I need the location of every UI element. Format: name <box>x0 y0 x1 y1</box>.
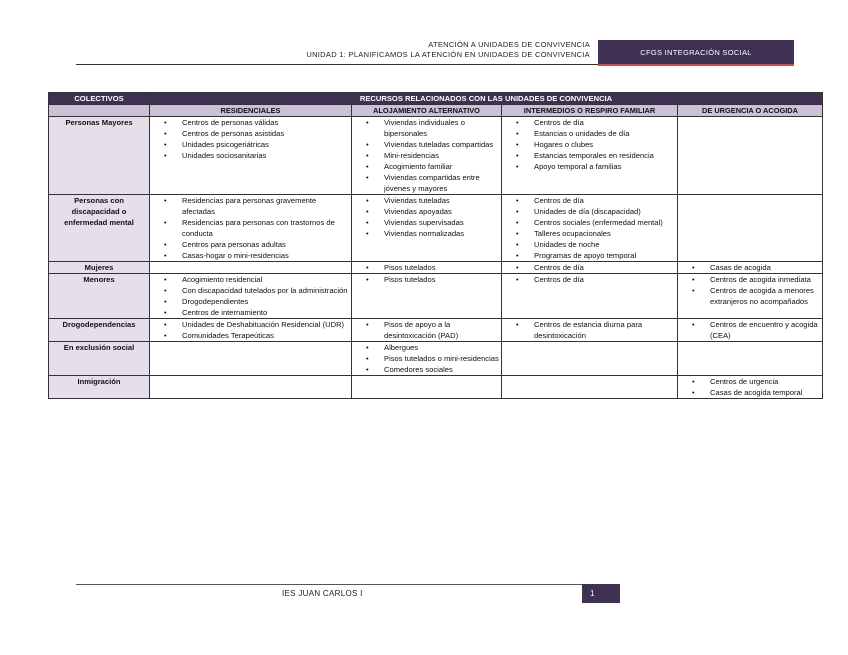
list-item: • Centros de personas asistidas <box>182 128 349 139</box>
table-cell <box>352 274 502 319</box>
table-header-row <box>49 93 823 105</box>
list-item: • Centros de día <box>534 117 675 128</box>
resource-list <box>504 195 675 261</box>
resource-list <box>354 262 499 273</box>
table-cell <box>678 319 823 342</box>
table-cell <box>352 117 502 195</box>
list-item: • Centros de personas válidas <box>182 117 349 128</box>
list-item: • Comedores sociales <box>384 364 499 375</box>
subheader-residenciales: RESIDENCIALES <box>150 105 352 117</box>
list-item: • Centros de estancia diurna para desintoxicación <box>534 319 675 341</box>
list-item: • Unidades de Deshabituación Residencial (UDR) <box>182 319 349 330</box>
list-item: • Pisos tutelados o mini-residencias <box>384 353 499 364</box>
list-item: • Drogodependientes <box>182 296 349 307</box>
row-label: Menores <box>49 274 150 319</box>
document-header-titles <box>306 40 590 60</box>
table-row <box>49 319 823 342</box>
row-label: En exclusión social <box>49 342 150 376</box>
list-item: • Centros de día <box>534 195 675 206</box>
list-item: • Con discapacidad tutelados por la administración <box>182 285 349 296</box>
table-cell <box>502 274 678 319</box>
table-cell <box>678 195 823 262</box>
footer-divider <box>76 584 582 585</box>
resource-list <box>152 117 349 161</box>
header-line-2: UNIDAD 1: PLANIFICAMOS LA ATENCIÓN EN UNIDADES DE CONVIVENCIA <box>306 50 590 59</box>
subheader-blank <box>49 105 150 117</box>
list-item: • Estancias o unidades de día <box>534 128 675 139</box>
table-cell <box>678 274 823 319</box>
table-cell <box>150 376 352 399</box>
row-label: Personas con discapacidad o enfermedad mental <box>49 195 150 262</box>
resource-list <box>504 117 675 172</box>
resource-list <box>680 319 820 341</box>
row-label: Drogodependencias <box>49 319 150 342</box>
table-cell <box>150 117 352 195</box>
resource-list <box>504 262 675 273</box>
resource-list <box>354 342 499 375</box>
table-cell <box>678 342 823 376</box>
resource-list <box>504 274 675 285</box>
resources-table <box>48 92 823 399</box>
resource-list <box>152 274 349 318</box>
table-cell <box>352 262 502 274</box>
resource-list <box>152 195 349 261</box>
list-item: • Centros de acogida inmediata <box>710 274 820 285</box>
list-item: • Pisos tutelados <box>384 262 499 273</box>
list-item: • Pisos de apoyo a la desintoxicación (PAD) <box>384 319 499 341</box>
list-item: • Centros sociales (enfermedad mental) <box>534 217 675 228</box>
table-cell <box>150 262 352 274</box>
table-row <box>49 376 823 399</box>
resource-list <box>680 262 820 273</box>
list-item: • Viviendas compartidas entre jóvenes y mayores <box>384 172 499 194</box>
table-cell <box>502 117 678 195</box>
table-cell <box>150 274 352 319</box>
subheader-intermedios: INTERMEDIOS O RESPIRO FAMILIAR <box>502 105 678 117</box>
resource-list <box>680 376 820 398</box>
header-line-1: ATENCIÓN A UNIDADES DE CONVIVENCIA <box>428 40 590 49</box>
table-row <box>49 262 823 274</box>
header-divider <box>76 64 598 65</box>
list-item: • Viviendas normalizadas <box>384 228 499 239</box>
list-item: • Pisos tutelados <box>384 274 499 285</box>
table-row <box>49 195 823 262</box>
list-item: • Acogimiento residencial <box>182 274 349 285</box>
list-item: • Unidades de noche <box>534 239 675 250</box>
table-cell <box>352 195 502 262</box>
table-cell <box>352 319 502 342</box>
list-item: • Centros de acogida a menores extranjeros no acompañados <box>710 285 820 307</box>
table-cell <box>352 376 502 399</box>
table-row <box>49 117 823 195</box>
list-item: • Hogares o clubes <box>534 139 675 150</box>
table-body <box>49 117 823 399</box>
resource-list <box>680 274 820 307</box>
list-item: • Viviendas tuteladas compartidas <box>384 139 499 150</box>
table-cell <box>150 319 352 342</box>
list-item: • Centros para personas adultas <box>182 239 349 250</box>
list-item: • Mini-residencias <box>384 150 499 161</box>
row-label: Mujeres <box>49 262 150 274</box>
table-cell <box>150 195 352 262</box>
list-item: • Unidades sociosanitarias <box>182 150 349 161</box>
subheader-urgencia: DE URGENCIA O ACOGIDA <box>678 105 823 117</box>
list-item: • Talleres ocupacionales <box>534 228 675 239</box>
list-item: • Centros de urgencia <box>710 376 820 387</box>
header-resources-group: RECURSOS RELACIONADOS CON LAS UNIDADES DE CONVIVENCIA <box>150 93 823 105</box>
list-item: • Viviendas supervisadas <box>384 217 499 228</box>
list-item: • Centros de encuentro y acogida (CEA) <box>710 319 820 341</box>
list-item: • Casas-hogar o mini-residencias <box>182 250 349 261</box>
list-item: • Unidades de día (discapacidad) <box>534 206 675 217</box>
list-item: • Residencias para personas gravemente afectadas <box>182 195 349 217</box>
course-badge: CFGS INTEGRACIÓN SOCIAL <box>598 40 794 66</box>
table-cell <box>502 262 678 274</box>
list-item: • Viviendas individuales o bipersonales <box>384 117 499 139</box>
list-item: • Centros de internamiento <box>182 307 349 318</box>
list-item: • Unidades psicogeriátricas <box>182 139 349 150</box>
list-item: • Viviendas apoyadas <box>384 206 499 217</box>
table-subheader-row <box>49 105 823 117</box>
table-cell <box>352 342 502 376</box>
header-colectivos: COLECTIVOS <box>49 93 150 105</box>
list-item: • Acogimiento familiar <box>384 161 499 172</box>
list-item: • Residencias para personas con trastornos de conducta <box>182 217 349 239</box>
list-item: • Estancias temporales en residencia <box>534 150 675 161</box>
table-cell <box>678 262 823 274</box>
resource-list <box>354 195 499 239</box>
list-item: • Comunidades Terapeúticas <box>182 330 349 341</box>
table-row <box>49 274 823 319</box>
table-cell <box>502 342 678 376</box>
page-number: 1 <box>582 584 620 603</box>
row-label: Inmigración <box>49 376 150 399</box>
row-label: Personas Mayores <box>49 117 150 195</box>
table-cell <box>502 195 678 262</box>
list-item: • Casas de acogida temporal <box>710 387 820 398</box>
resource-list <box>354 117 499 194</box>
table-cell <box>678 117 823 195</box>
table-cell <box>502 319 678 342</box>
list-item: • Centros de día <box>534 274 675 285</box>
list-item: • Centros de día <box>534 262 675 273</box>
table-cell <box>150 342 352 376</box>
footer-school: IES JUAN CARLOS I <box>282 589 363 598</box>
list-item: • Viviendas tuteladas <box>384 195 499 206</box>
list-item: • Apoyo temporal a familias <box>534 161 675 172</box>
resource-list <box>504 319 675 341</box>
resource-list <box>354 274 499 285</box>
list-item: • Albergues <box>384 342 499 353</box>
list-item: • Casas de acogida <box>710 262 820 273</box>
resource-list <box>354 319 499 341</box>
resource-list <box>152 319 349 341</box>
table-row <box>49 342 823 376</box>
list-item: • Programas de apoyo temporal <box>534 250 675 261</box>
subheader-alojamiento: ALOJAMIENTO ALTERNATIVO <box>352 105 502 117</box>
table-cell <box>678 376 823 399</box>
table-cell <box>502 376 678 399</box>
